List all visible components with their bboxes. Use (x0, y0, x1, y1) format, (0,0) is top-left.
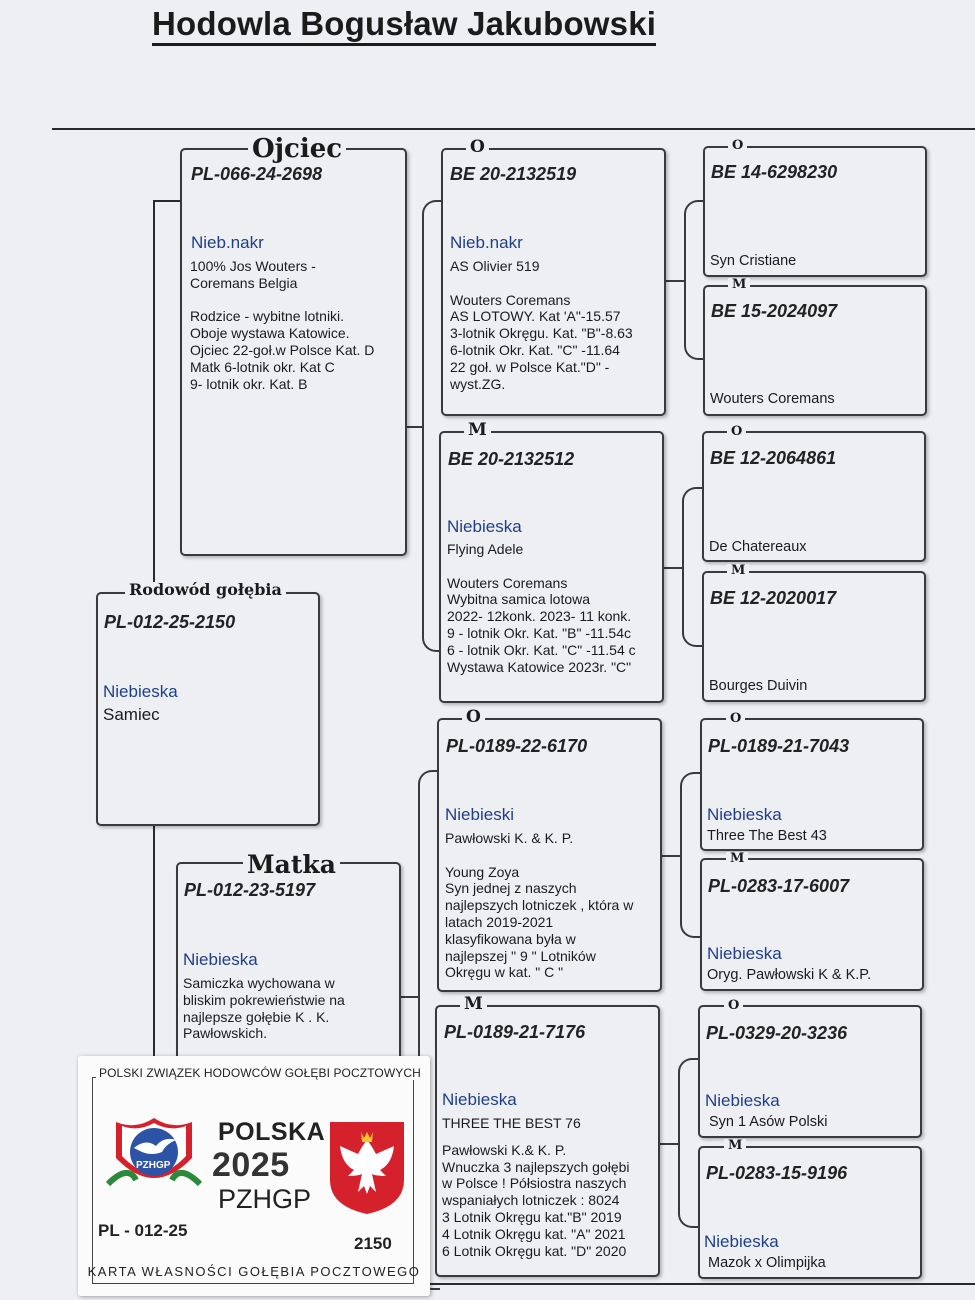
gg-label: O (728, 139, 747, 152)
great-grandparent-box[interactable] (703, 146, 927, 277)
pigeon-ring: PL-012-25-2150 (104, 612, 236, 632)
card-ring-number: 2150 (354, 1234, 392, 1253)
great-grandparent-box[interactable] (698, 1146, 922, 1279)
gg-note: Syn Cristiane (710, 253, 797, 269)
pigeon-sex: Samiec (103, 705, 160, 724)
gg-label: M (726, 852, 748, 865)
mm-label: M (460, 996, 487, 1013)
fm-label: M (464, 422, 491, 439)
connector-line (153, 826, 155, 1066)
mother-ring: PL-012-23-5197 (184, 880, 316, 900)
gg-note: De Chatereaux (709, 539, 807, 555)
grandparent-mf-box[interactable] (437, 718, 662, 992)
mother-box[interactable] (176, 862, 401, 1072)
father-ring: PL-066-24-2698 (191, 164, 323, 184)
father-notes: 100% Jos Wouters - Coremans Belgia Rodzice - wybitne lotniki. Oboje wystawa Katowice. Ojciec 22-goł.w Polsce Kat. D Matk 6-lotnik okr. Kat C 9- lotnik okr. Kat. B (190, 258, 375, 392)
connector-tick (662, 855, 681, 857)
gg-color: Niebieska (707, 944, 782, 963)
mm-notes: THREE THE BEST 76 Pawłowski K.& K. P. Wnuczka 3 najlepszych gołębi w Polsce ! Półsiostra naszych wspaniałych lotniczek : 8024 3 Lotnik Okręgu kat."B" 2019 4 Lotnik Okręgu kat. "A" 2021 6 Lotnik Okręgu kat. "D" 2020 (442, 1115, 630, 1259)
mf-notes: Pawłowski K. & K. P. Young Zoya Syn jednej z naszych najlepszych lotniczek , która w latach 2019-2021 klasyfikowana była w najlepszej " 9 " Lotników Okręgu w kat. " C " (445, 830, 634, 981)
card-ring-prefix: PL - 012-25 (98, 1221, 188, 1240)
father-label: Ojciec (248, 136, 346, 162)
ff-ring: BE 20-2132519 (450, 164, 577, 184)
mf-color: Niebieski (445, 805, 514, 824)
gg-label: O (726, 712, 745, 725)
gg-note: Syn 1 Asów Polski (709, 1114, 828, 1130)
pigeon-box[interactable] (96, 592, 320, 826)
bracket-fm (682, 487, 702, 647)
mother-color: Niebieska (183, 950, 258, 969)
connector-tick (405, 426, 423, 428)
father-box[interactable] (180, 148, 407, 556)
grandparent-fm-box[interactable] (439, 431, 664, 703)
mf-ring: PL-0189-22-6170 (446, 736, 588, 756)
gg-note: Bourges Duivin (709, 678, 808, 694)
connector-line (153, 200, 183, 202)
bracket-ff (684, 200, 704, 360)
connector-line (153, 200, 155, 592)
connector-tick (665, 280, 685, 282)
mother-notes: Samiczka wychowana w bliskim pokrewieństwie na najlepsze gołębie K . K. Pawłowskich. (183, 975, 345, 1042)
gg-label: M (728, 278, 750, 291)
card-org: PZHGP (218, 1184, 312, 1214)
pzhgp-logo (102, 1094, 206, 1198)
gg-label: M (727, 564, 749, 577)
great-grandparent-box[interactable] (703, 285, 927, 416)
gg-ring: PL-0189-21-7043 (708, 736, 850, 756)
ff-color: Nieb.nakr (450, 233, 523, 252)
ownership-card (78, 1056, 430, 1296)
great-grandparent-box[interactable] (700, 858, 924, 991)
mm-ring: PL-0189-21-7176 (444, 1022, 586, 1042)
mf-label: O (462, 709, 485, 726)
bracket-mm (678, 1058, 698, 1228)
gg-note: Mazok x Olimpijka (708, 1255, 826, 1271)
gg-ring: BE 15-2024097 (711, 301, 838, 321)
bottom-divider (430, 1283, 975, 1285)
gg-ring: BE 12-2020017 (710, 588, 837, 608)
gg-color: Niebieska (705, 1091, 780, 1110)
card-country: POLSKA (218, 1118, 326, 1146)
logo-text: PZHGP (136, 1160, 171, 1171)
fm-notes: Flying Adele Wouters Coremans Wybitna samica lotowa 2022- 12konk. 2023- 11 konk. 9 - lotnik Okr. Kat. "B" -11.54c 6 - lotnik Okr. Kat. "C" -11.54 c Wystawa Katowice 2023r. "C" (447, 541, 636, 675)
card-year: 2025 (212, 1146, 290, 1184)
page-title: Hodowla Bogusław Jakubowski (152, 6, 656, 46)
fm-ring: BE 20-2132512 (448, 449, 575, 469)
great-grandparent-box[interactable] (702, 571, 926, 702)
gg-label: M (724, 1139, 746, 1152)
mother-label: Matka (243, 852, 340, 877)
eagle-icon (328, 1120, 406, 1216)
gg-label: O (727, 425, 746, 438)
connector-tick (663, 567, 683, 569)
fm-color: Niebieska (447, 517, 522, 536)
gg-note: Oryg. Pawłowski K & K.P. (707, 967, 872, 983)
gg-ring: BE 12-2064861 (710, 448, 837, 468)
grandparent-mm-box[interactable] (435, 1005, 660, 1277)
gg-ring: PL-0283-15-9196 (706, 1163, 848, 1183)
top-divider (52, 128, 975, 130)
gg-label: O (724, 999, 743, 1012)
ff-notes: AS Olivier 519 Wouters Coremans AS LOTOWY. Kat 'A"-15.57 3-lotnik Okręgu. Kat. "B"-8.63 6-lotnik Okr. Kat. "C" -11.64 22 goł. w Polsce Kat."D" - wyst.ZG. (450, 258, 633, 392)
card-footer: KARTA WŁASNOŚCI GOŁĘBIA POCZTOWEGO (87, 1264, 421, 1279)
father-color: Nieb.nakr (191, 233, 264, 252)
eagle-emblem (328, 1120, 406, 1216)
gg-color: Niebieska (704, 1232, 779, 1251)
bracket-mf (680, 772, 700, 938)
gg-ring: PL-0283-17-6007 (708, 876, 850, 896)
gg-note: Wouters Coremans (710, 391, 835, 407)
card-header: POLSKI ZWIĄZEK HODOWCÓW GOŁĘBI POCZTOWYCH (96, 1066, 424, 1080)
gg-ring: BE 14-6298230 (711, 162, 838, 182)
gg-color: Niebieska (707, 805, 782, 824)
pzhgp-logo-icon (102, 1094, 206, 1198)
great-grandparent-box[interactable] (700, 718, 924, 851)
connector-tick (400, 996, 419, 998)
ff-label: O (466, 139, 489, 156)
pedigree-label: Rodowód gołębia (125, 582, 286, 598)
great-grandparent-box[interactable] (698, 1005, 922, 1138)
gg-ring: PL-0329-20-3236 (706, 1023, 848, 1043)
gg-note: Three The Best 43 (707, 828, 827, 844)
connector-tick (660, 1143, 679, 1145)
mm-color: Niebieska (442, 1090, 517, 1109)
grandparent-ff-box[interactable] (441, 148, 666, 416)
pigeon-color: Niebieska (103, 682, 178, 701)
great-grandparent-box[interactable] (702, 431, 926, 562)
